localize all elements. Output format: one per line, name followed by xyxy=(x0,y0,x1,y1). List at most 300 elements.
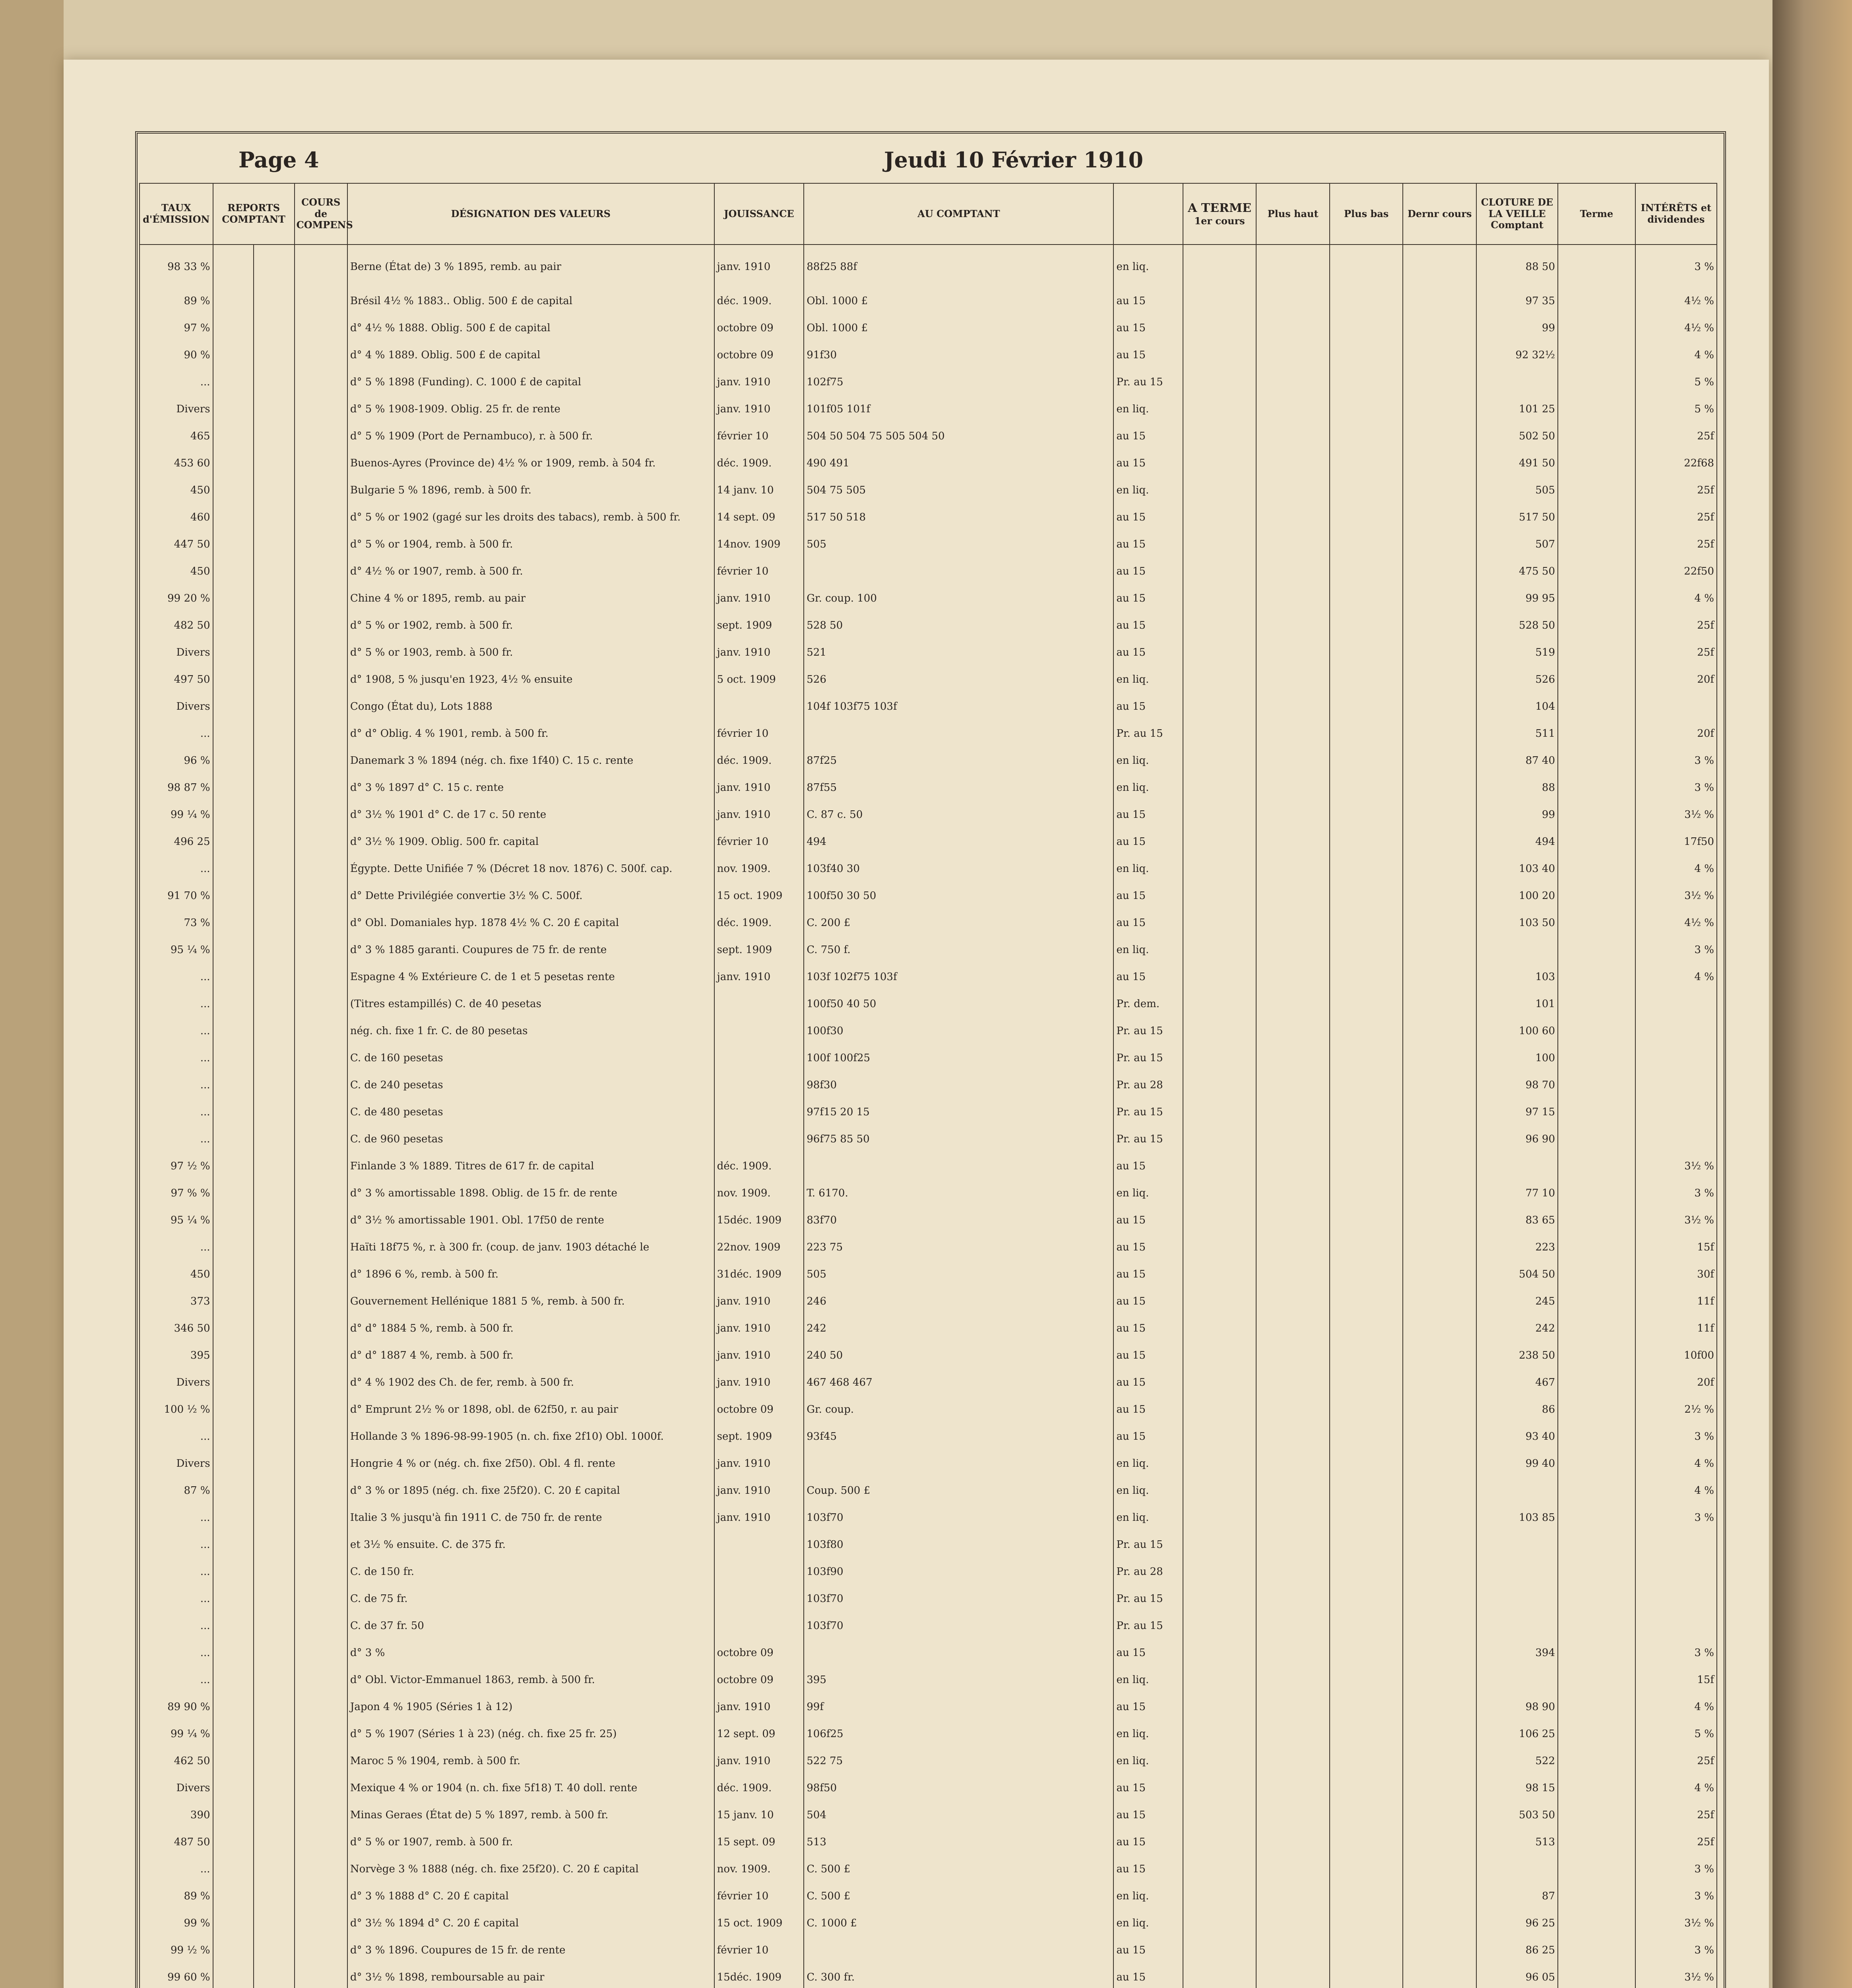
row-designation: d° 3½ % amortissable 1901. Obl. 17f50 de rente xyxy=(347,1213,714,1240)
row-designation: d° 3½ % 1909. Oblig. 500 fr. capital xyxy=(347,835,714,862)
row-plus-haut xyxy=(1256,835,1330,862)
row-designation: C. de 75 fr. xyxy=(347,1592,714,1619)
row-taux: 496 25 xyxy=(140,835,213,862)
row-terme: au 15 xyxy=(1113,1348,1183,1375)
row-cloture: 505 xyxy=(1476,483,1558,510)
row-report-2 xyxy=(254,1105,295,1132)
col-premier-cours: A TERME 1er cours xyxy=(1183,183,1257,245)
row-report-1 xyxy=(213,1916,254,1943)
row-designation: C. de 150 fr. xyxy=(347,1565,714,1592)
row-comptant: 103f70 xyxy=(804,1619,1113,1646)
row-cloture: 88 50 xyxy=(1476,245,1558,294)
row-cours-compens xyxy=(295,1051,347,1078)
row-terme: en liq. xyxy=(1113,402,1183,429)
row-interets: 3 % xyxy=(1635,1510,1717,1538)
row-jouissance: octobre 09 xyxy=(714,348,804,375)
row-plus-bas xyxy=(1330,1754,1403,1781)
row-designation: Minas Geraes (État de) 5 % 1897, remb. à 500 fr. xyxy=(347,1808,714,1835)
row-designation: d° 3½ % 1901 d° C. de 17 c. 50 rente xyxy=(347,808,714,835)
row-comptant: C. 1000 £ xyxy=(804,1916,1113,1943)
row-cloture: 491 50 xyxy=(1476,456,1558,483)
row-designation: d° 4 % 1889. Oblig. 500 £ de capital xyxy=(347,348,714,375)
row-plus-haut xyxy=(1256,1673,1330,1700)
row-premier-cours xyxy=(1183,456,1257,483)
table-row xyxy=(140,1808,1717,1835)
row-report-2 xyxy=(254,1321,295,1348)
row-interets: 11f xyxy=(1635,1321,1717,1348)
row-plus-haut xyxy=(1256,1483,1330,1510)
row-interets: 4 % xyxy=(1635,591,1717,618)
row-taux: ... xyxy=(140,1592,213,1619)
row-report-1 xyxy=(213,1105,254,1132)
row-report-2 xyxy=(254,699,295,726)
row-comptant: C. 750 f. xyxy=(804,943,1113,970)
row-terme: au 15 xyxy=(1113,1159,1183,1186)
row-terme: au 15 xyxy=(1113,456,1183,483)
row-jouissance xyxy=(714,1592,804,1619)
row-plus-haut xyxy=(1256,402,1330,429)
col-cours-compens: COURS de COMPENS xyxy=(295,183,347,245)
row-jouissance: octobre 09 xyxy=(714,321,804,348)
row-dernier-cours xyxy=(1403,429,1476,456)
row-plus-bas xyxy=(1330,1159,1403,1186)
row-comptant: C. 300 fr. xyxy=(804,1970,1113,1988)
row-cloture-terme xyxy=(1558,1456,1635,1483)
row-dernier-cours xyxy=(1403,1132,1476,1159)
row-dernier-cours xyxy=(1403,1673,1476,1700)
row-comptant: 100f30 xyxy=(804,1024,1113,1051)
row-plus-bas xyxy=(1330,645,1403,672)
row-cloture xyxy=(1476,1538,1558,1565)
row-cloture: 245 xyxy=(1476,1294,1558,1321)
row-report-1 xyxy=(213,1186,254,1213)
row-cloture: 88 xyxy=(1476,780,1558,808)
row-plus-bas xyxy=(1330,1429,1403,1456)
row-plus-bas xyxy=(1330,1078,1403,1105)
row-report-2 xyxy=(254,1781,295,1808)
row-plus-bas xyxy=(1330,245,1403,294)
row-dernier-cours xyxy=(1403,1592,1476,1619)
row-taux: 390 xyxy=(140,1808,213,1835)
row-taux: 73 % xyxy=(140,916,213,943)
row-taux: ... xyxy=(140,1105,213,1132)
row-jouissance: 5 oct. 1909 xyxy=(714,672,804,699)
table-row xyxy=(140,780,1717,808)
table-row xyxy=(140,1132,1717,1159)
row-plus-bas xyxy=(1330,1673,1403,1700)
row-report-2 xyxy=(254,1510,295,1538)
row-report-2 xyxy=(254,862,295,889)
row-terme: au 15 xyxy=(1113,1294,1183,1321)
row-plus-bas xyxy=(1330,970,1403,997)
row-taux: ... xyxy=(140,862,213,889)
row-report-1 xyxy=(213,780,254,808)
row-premier-cours xyxy=(1183,780,1257,808)
row-cloture: 77 10 xyxy=(1476,1186,1558,1213)
row-comptant: 246 xyxy=(804,1294,1113,1321)
row-taux: Divers xyxy=(140,402,213,429)
row-comptant: 395 xyxy=(804,1673,1113,1700)
row-plus-bas xyxy=(1330,1646,1403,1673)
row-designation: d° 5 % or 1904, remb. à 500 fr. xyxy=(347,537,714,564)
row-report-2 xyxy=(254,780,295,808)
row-cloture-terme xyxy=(1558,456,1635,483)
row-plus-haut xyxy=(1256,1619,1330,1646)
row-dernier-cours xyxy=(1403,1186,1476,1213)
row-comptant: Coup. 500 £ xyxy=(804,1483,1113,1510)
row-terme: Pr. au 15 xyxy=(1113,726,1183,753)
row-comptant: 98f30 xyxy=(804,1078,1113,1105)
row-report-1 xyxy=(213,564,254,591)
row-interets: 4 % xyxy=(1635,1781,1717,1808)
row-cloture-terme xyxy=(1558,1916,1635,1943)
row-report-1 xyxy=(213,862,254,889)
row-cours-compens xyxy=(295,1673,347,1700)
row-designation: d° Dette Privilégiée convertie 3½ % C. 500f. xyxy=(347,889,714,916)
row-cloture: 98 15 xyxy=(1476,1781,1558,1808)
row-cours-compens xyxy=(295,1213,347,1240)
row-jouissance: février 10 xyxy=(714,429,804,456)
row-cours-compens xyxy=(295,1321,347,1348)
row-interets: 25f xyxy=(1635,1808,1717,1835)
row-plus-bas xyxy=(1330,1727,1403,1754)
row-interets: 3½ % xyxy=(1635,1159,1717,1186)
table-row xyxy=(140,889,1717,916)
row-report-2 xyxy=(254,1078,295,1105)
row-taux: ... xyxy=(140,726,213,753)
row-comptant: 494 xyxy=(804,835,1113,862)
row-cloture-terme xyxy=(1558,943,1635,970)
row-plus-bas xyxy=(1330,429,1403,456)
row-cloture-terme xyxy=(1558,1483,1635,1510)
row-plus-haut xyxy=(1256,1078,1330,1105)
row-plus-haut xyxy=(1256,1538,1330,1565)
row-jouissance xyxy=(714,1024,804,1051)
col-cloture-comptant: CLOTURE DE LA VEILLE Comptant xyxy=(1476,183,1558,245)
row-jouissance: 15 janv. 10 xyxy=(714,1808,804,1835)
row-designation: d° Emprunt 2½ % or 1898, obl. de 62f50, r. au pair xyxy=(347,1402,714,1429)
table-row xyxy=(140,1835,1717,1862)
row-report-2 xyxy=(254,510,295,537)
row-cours-compens xyxy=(295,375,347,402)
row-cloture-terme xyxy=(1558,1402,1635,1429)
row-jouissance: déc. 1909. xyxy=(714,753,804,780)
row-cloture-terme xyxy=(1558,1943,1635,1970)
row-interets: 25f xyxy=(1635,645,1717,672)
row-cours-compens xyxy=(295,1592,347,1619)
row-plus-haut xyxy=(1256,753,1330,780)
row-cloture: 100 20 xyxy=(1476,889,1558,916)
table-row xyxy=(140,245,1717,294)
row-comptant: 513 xyxy=(804,1835,1113,1862)
row-comptant: 526 xyxy=(804,672,1113,699)
row-cloture-terme xyxy=(1558,916,1635,943)
row-report-1 xyxy=(213,835,254,862)
row-premier-cours xyxy=(1183,1619,1257,1646)
row-jouissance: déc. 1909. xyxy=(714,1159,804,1186)
table-row xyxy=(140,618,1717,645)
row-designation: d° 5 % 1909 (Port de Pernambuco), r. à 500 fr. xyxy=(347,429,714,456)
row-report-1 xyxy=(213,348,254,375)
row-terme: Pr. au 15 xyxy=(1113,1105,1183,1132)
row-plus-haut xyxy=(1256,997,1330,1024)
row-premier-cours xyxy=(1183,1321,1257,1348)
row-cloture: 475 50 xyxy=(1476,564,1558,591)
row-plus-bas xyxy=(1330,672,1403,699)
row-plus-haut xyxy=(1256,1348,1330,1375)
row-report-2 xyxy=(254,1159,295,1186)
row-plus-haut xyxy=(1256,1646,1330,1673)
row-cloture-terme xyxy=(1558,564,1635,591)
row-premier-cours xyxy=(1183,1943,1257,1970)
row-dernier-cours xyxy=(1403,1402,1476,1429)
row-plus-bas xyxy=(1330,510,1403,537)
row-taux: 450 xyxy=(140,483,213,510)
row-designation: d° 4½ % 1888. Oblig. 500 £ de capital xyxy=(347,321,714,348)
row-interets: 25f xyxy=(1635,618,1717,645)
row-cloture-terme xyxy=(1558,672,1635,699)
row-plus-bas xyxy=(1330,1456,1403,1483)
row-designation: Bulgarie 5 % 1896, remb. à 500 fr. xyxy=(347,483,714,510)
row-cours-compens xyxy=(295,1456,347,1483)
row-premier-cours xyxy=(1183,1294,1257,1321)
row-interets: 3½ % xyxy=(1635,889,1717,916)
row-terme: en liq. xyxy=(1113,1510,1183,1538)
row-jouissance: nov. 1909. xyxy=(714,1862,804,1889)
row-jouissance: février 10 xyxy=(714,1889,804,1916)
row-interets: 3 % xyxy=(1635,1943,1717,1970)
row-terme: au 15 xyxy=(1113,1700,1183,1727)
row-report-1 xyxy=(213,1727,254,1754)
row-comptant: 103f70 xyxy=(804,1592,1113,1619)
row-jouissance: 22nov. 1909 xyxy=(714,1240,804,1267)
row-interets: 3 % xyxy=(1635,780,1717,808)
row-dernier-cours xyxy=(1403,456,1476,483)
row-cloture: 522 xyxy=(1476,1754,1558,1781)
row-designation: d° 5 % or 1902 (gagé sur les droits des tabacs), remb. à 500 fr. xyxy=(347,510,714,537)
row-plus-haut xyxy=(1256,1889,1330,1916)
row-premier-cours xyxy=(1183,862,1257,889)
table-row xyxy=(140,1781,1717,1808)
table-row xyxy=(140,1646,1717,1673)
row-terme: Pr. dem. xyxy=(1113,997,1183,1024)
row-comptant: 505 xyxy=(804,537,1113,564)
row-premier-cours xyxy=(1183,1078,1257,1105)
row-taux: 89 90 % xyxy=(140,1700,213,1727)
row-plus-bas xyxy=(1330,1808,1403,1835)
row-plus-haut xyxy=(1256,1510,1330,1538)
row-terme: en liq. xyxy=(1113,1673,1183,1700)
row-cloture-terme xyxy=(1558,1673,1635,1700)
row-cloture: 507 xyxy=(1476,537,1558,564)
table-row xyxy=(140,1538,1717,1565)
row-premier-cours xyxy=(1183,943,1257,970)
row-dernier-cours xyxy=(1403,1348,1476,1375)
row-report-2 xyxy=(254,835,295,862)
row-designation: Danemark 3 % 1894 (nég. ch. fixe 1f40) C. 15 c. rente xyxy=(347,753,714,780)
row-premier-cours xyxy=(1183,321,1257,348)
col-cloture-terme: Terme xyxy=(1558,183,1635,245)
row-terme: en liq. xyxy=(1113,1916,1183,1943)
row-cours-compens xyxy=(295,1294,347,1321)
table-row xyxy=(140,429,1717,456)
col-terme xyxy=(1113,183,1183,245)
table-row xyxy=(140,645,1717,672)
row-plus-haut xyxy=(1256,970,1330,997)
table-row xyxy=(140,862,1717,889)
row-plus-haut xyxy=(1256,618,1330,645)
row-report-2 xyxy=(254,808,295,835)
row-premier-cours xyxy=(1183,294,1257,321)
row-cloture-terme xyxy=(1558,1754,1635,1781)
row-cloture: 106 25 xyxy=(1476,1727,1558,1754)
table-row xyxy=(140,1294,1717,1321)
col-plus-bas: Plus bas xyxy=(1330,183,1403,245)
row-designation: C. de 160 pesetas xyxy=(347,1051,714,1078)
row-dernier-cours xyxy=(1403,1754,1476,1781)
table-row xyxy=(140,1429,1717,1456)
row-interets: 3 % xyxy=(1635,245,1717,294)
row-dernier-cours xyxy=(1403,1781,1476,1808)
row-interets xyxy=(1635,1078,1717,1105)
row-terme: au 15 xyxy=(1113,618,1183,645)
row-comptant: 528 50 xyxy=(804,618,1113,645)
row-cloture: 97 35 xyxy=(1476,294,1558,321)
row-interets: 20f xyxy=(1635,726,1717,753)
row-cours-compens xyxy=(295,889,347,916)
row-taux: Divers xyxy=(140,1781,213,1808)
row-jouissance: janv. 1910 xyxy=(714,1456,804,1483)
row-terme: au 15 xyxy=(1113,1808,1183,1835)
row-designation: d° 3 % 1897 d° C. 15 c. rente xyxy=(347,780,714,808)
row-jouissance: janv. 1910 xyxy=(714,402,804,429)
row-cloture: 528 50 xyxy=(1476,618,1558,645)
row-premier-cours xyxy=(1183,726,1257,753)
row-report-2 xyxy=(254,1294,295,1321)
row-terme: Pr. au 15 xyxy=(1113,1538,1183,1565)
row-premier-cours xyxy=(1183,753,1257,780)
row-report-2 xyxy=(254,1862,295,1889)
table-row xyxy=(140,1402,1717,1429)
row-cours-compens xyxy=(295,537,347,564)
row-designation: d° 5 % or 1907, remb. à 500 fr. xyxy=(347,1835,714,1862)
table-row xyxy=(140,1970,1717,1988)
row-plus-bas xyxy=(1330,1538,1403,1565)
row-dernier-cours xyxy=(1403,1483,1476,1510)
row-terme: au 15 xyxy=(1113,808,1183,835)
row-premier-cours xyxy=(1183,1456,1257,1483)
row-report-2 xyxy=(254,456,295,483)
table-row xyxy=(140,1105,1717,1132)
row-cloture: 87 xyxy=(1476,1889,1558,1916)
row-plus-haut xyxy=(1256,1565,1330,1592)
row-cloture: 86 xyxy=(1476,1402,1558,1429)
row-premier-cours xyxy=(1183,835,1257,862)
row-report-2 xyxy=(254,1186,295,1213)
row-plus-haut xyxy=(1256,1781,1330,1808)
row-cloture xyxy=(1476,1592,1558,1619)
row-plus-haut xyxy=(1256,1240,1330,1267)
row-report-1 xyxy=(213,456,254,483)
row-cloture: 503 50 xyxy=(1476,1808,1558,1835)
row-interets xyxy=(1635,997,1717,1024)
row-report-1 xyxy=(213,1321,254,1348)
row-jouissance: janv. 1910 xyxy=(714,780,804,808)
row-cours-compens xyxy=(295,294,347,321)
row-dernier-cours xyxy=(1403,1835,1476,1862)
row-cloture: 526 xyxy=(1476,672,1558,699)
row-plus-haut xyxy=(1256,537,1330,564)
row-designation: Japon 4 % 1905 (Séries 1 à 12) xyxy=(347,1700,714,1727)
row-plus-bas xyxy=(1330,1105,1403,1132)
row-plus-haut xyxy=(1256,483,1330,510)
row-premier-cours xyxy=(1183,1673,1257,1700)
row-report-1 xyxy=(213,1024,254,1051)
row-taux: ... xyxy=(140,1132,213,1159)
row-plus-bas xyxy=(1330,564,1403,591)
row-report-1 xyxy=(213,429,254,456)
row-plus-haut xyxy=(1256,1943,1330,1970)
row-comptant: C. 87 c. 50 xyxy=(804,808,1113,835)
row-terme: au 15 xyxy=(1113,1646,1183,1673)
row-taux: 99 20 % xyxy=(140,591,213,618)
row-interets xyxy=(1635,699,1717,726)
row-plus-haut xyxy=(1256,943,1330,970)
row-jouissance: sept. 1909 xyxy=(714,1429,804,1456)
row-designation: d° Obl. Victor-Emmanuel 1863, remb. à 500 fr. xyxy=(347,1673,714,1700)
table-row xyxy=(140,510,1717,537)
row-comptant xyxy=(804,726,1113,753)
table-row xyxy=(140,997,1717,1024)
row-report-1 xyxy=(213,1781,254,1808)
row-comptant: 91f30 xyxy=(804,348,1113,375)
row-designation: C. de 480 pesetas xyxy=(347,1105,714,1132)
table-row xyxy=(140,591,1717,618)
row-plus-bas xyxy=(1330,1348,1403,1375)
row-plus-haut xyxy=(1256,1592,1330,1619)
row-plus-haut xyxy=(1256,375,1330,402)
row-dernier-cours xyxy=(1403,699,1476,726)
row-report-2 xyxy=(254,1132,295,1159)
row-taux: 95 ¼ % xyxy=(140,943,213,970)
row-cloture-terme xyxy=(1558,1565,1635,1592)
row-interets: 4 % xyxy=(1635,1456,1717,1483)
row-plus-haut xyxy=(1256,1132,1330,1159)
row-cloture-terme xyxy=(1558,889,1635,916)
row-designation: Buenos-Ayres (Province de) 4½ % or 1909, remb. à 504 fr. xyxy=(347,456,714,483)
row-cloture: 98 90 xyxy=(1476,1700,1558,1727)
row-plus-haut xyxy=(1256,1456,1330,1483)
row-cloture-terme xyxy=(1558,348,1635,375)
row-taux: 96 % xyxy=(140,753,213,780)
row-interets xyxy=(1635,1619,1717,1646)
row-cours-compens xyxy=(295,1835,347,1862)
row-taux: 89 % xyxy=(140,1889,213,1916)
row-interets: 3 % xyxy=(1635,1186,1717,1213)
row-terme: en liq. xyxy=(1113,862,1183,889)
row-cloture: 238 50 xyxy=(1476,1348,1558,1375)
row-cloture-terme xyxy=(1558,726,1635,753)
row-plus-bas xyxy=(1330,1889,1403,1916)
row-cloture: 104 xyxy=(1476,699,1558,726)
row-report-2 xyxy=(254,645,295,672)
row-cours-compens xyxy=(295,1348,347,1375)
row-cours-compens xyxy=(295,1619,347,1646)
row-report-1 xyxy=(213,645,254,672)
row-taux: 450 xyxy=(140,1267,213,1294)
row-cloture: 100 60 xyxy=(1476,1024,1558,1051)
row-plus-haut xyxy=(1256,862,1330,889)
